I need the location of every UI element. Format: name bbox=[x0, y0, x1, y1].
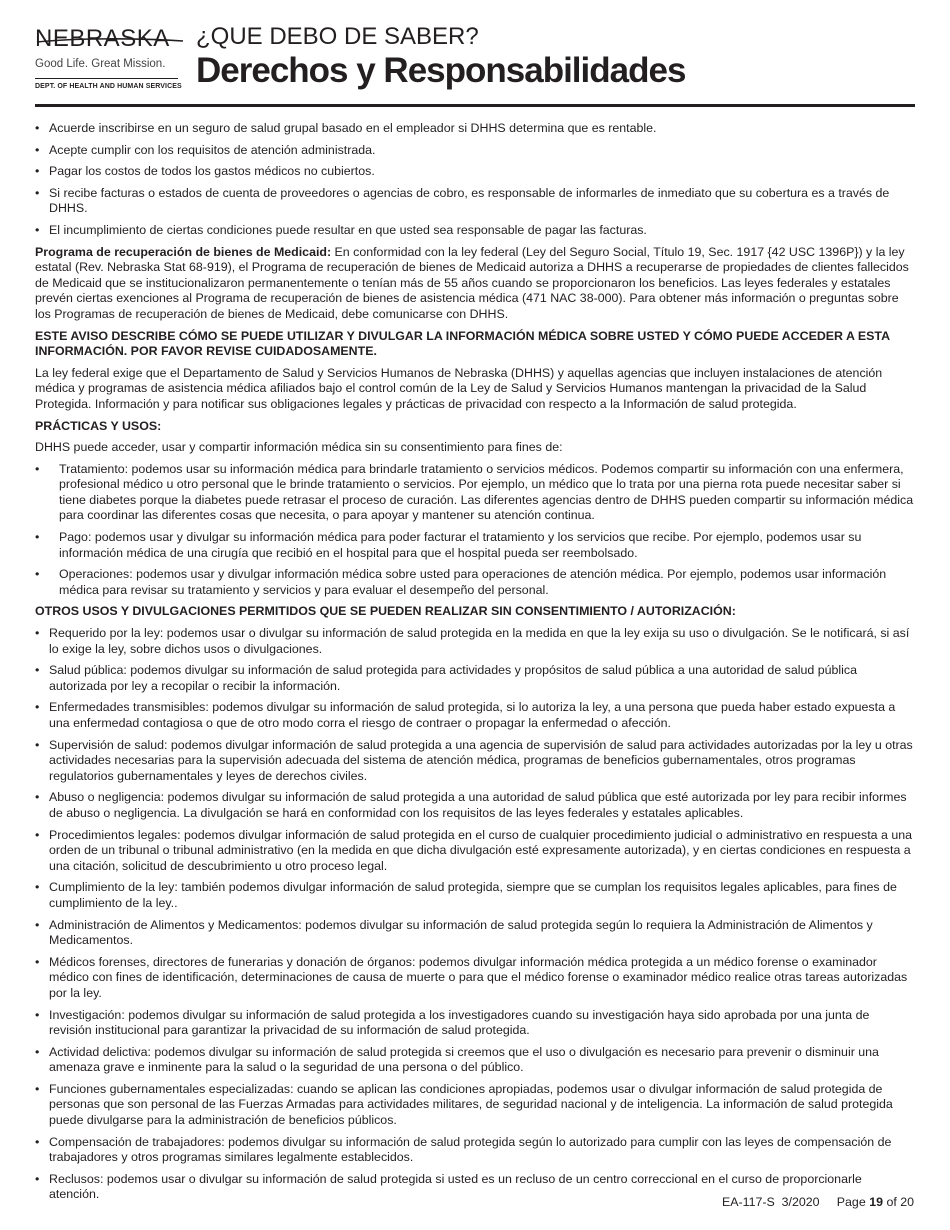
notice-paragraph: La ley federal exige que el Departamento de Salud y Servicios Humanos de Nebraska (DHHS) y aquellas agencias que incluyen instalaciones de atención médica y programas de asistencia médica afiliados bajo el control común de la Ley de Salud y Servicios Humanos mantengan la privacidad de la Salud Protegida. Información y para notificar sus obligaciones legales y prácticas de privacidad con respecto a la Información de salud protegida. bbox=[35, 365, 883, 411]
list-item: • Acuerde inscribirse en un seguro de salud grupal basado en el empleador si DHHS determina que es rentable. bbox=[35, 121, 915, 137]
list-item: • Pagar los costos de todos los gastos médicos no cubiertos. bbox=[35, 164, 915, 180]
logo-swoosh-icon bbox=[35, 36, 185, 46]
page-footer bbox=[722, 1195, 914, 1209]
list-item: • Investigación: podemos divulgar su información de salud protegida a los investigadores cuando su investigación haya sido aprobada por una junta de revisión institucional para garantizar la privacidad de su información de salud protegida. bbox=[35, 1008, 915, 1039]
header-divider bbox=[35, 104, 915, 107]
intro-bullet-list bbox=[35, 121, 915, 239]
practices-intro: DHHS puede acceder, usar y compartir información médica sin su consentimiento para fines de: bbox=[35, 440, 563, 455]
list-item: • Tratamiento: podemos usar su información médica para brindarle tratamiento o servicios médicos. Podemos compartir su información con una enfermera, profesional médico u otro personal que le brinde tratamiento o servicios. Por ejemplo, un médico que lo trata por una pierna rota puede necesitar saber si tiene diabetes porque la diabetes puede retrasar el proceso de curación. Las diferentes agencias dentro de DHHS pueden compartir su información médica para coordinar las diferentes cosas que necesita, o para apoyar y mantener su atención continua. bbox=[35, 462, 915, 524]
practices-bullet-list bbox=[35, 462, 915, 599]
list-item: • Médicos forenses, directores de funerarias y donación de órganos: podemos divulgar información médica protegida a un médico forense o examinador médico con fines de identificación, determinaciones de causa de muerte o para que el médico forense o examinador médico realice otras tareas autorizadas por la ley. bbox=[35, 955, 915, 1002]
recovery-text: En conformidad con la ley federal (Ley del Seguro Social, Título 19, Sec. 1917 {42 USC 1396P}) y la ley estatal (Rev. Nebraska Stat 68-919), el Programa de recuperación de bienes de Medicaid autoriza a DHHS a recuperarse de propiedades de clientes fallecidos de Medicaid que se institucionalizaron permanentemente o tenían más de 55 años cuando se proporcionaron los beneficios. Las leyes federales y estatales prevén ciertas exenciones al Programa de recuperación de bienes de asistencia médica (471 NAC 38-000). Para obtener más información o preguntas sobre los Programas de recuperación de bienes de Medicaid, debe comunicarse con DHHS. bbox=[35, 244, 909, 321]
page-label: Page bbox=[836, 1195, 866, 1209]
list-item: • El incumplimiento de ciertas condiciones puede resultar en que usted sea responsable de pagar las facturas. bbox=[35, 223, 915, 239]
list-item: • Pago: podemos usar y divulgar su información médica para poder facturar el tratamiento y los servicios que recibe. Por ejemplo, podemos usar su información médica de una cirugía que recibió en el hospital para que el hospital pueda ser reembolsado. bbox=[35, 530, 915, 561]
logo-word-text: NEBRASKA bbox=[35, 25, 170, 52]
logo-divider bbox=[35, 78, 178, 79]
form-date: 3/2020 bbox=[781, 1195, 820, 1209]
list-item: • Funciones gubernamentales especializadas: cuando se aplican las condiciones apropiadas, podemos usar o divulgar información de salud protegida de personas que son personal de las Fuerzas Armadas para actividades militares, de seguridad nacional y de inteligencia. La información de salud protegida puede divulgarse para la administración de beneficios públicos. bbox=[35, 1082, 915, 1129]
list-item: • Salud pública: podemos divulgar su información de salud protegida para actividades y propósitos de salud pública a una autoridad de salud pública autorizada por ley a recopilar o recibir la información. bbox=[35, 663, 915, 694]
logo-dept-name: DEPT. OF HEALTH AND HUMAN SERVICES bbox=[35, 83, 182, 90]
page-total: of 20 bbox=[886, 1195, 914, 1209]
list-item: • Administración de Alimentos y Medicamentos: podemos divulgar su información de salud protegida según lo requiera la Administración de Alimentos y Medicamentos. bbox=[35, 918, 915, 949]
list-item: • Si recibe facturas o estados de cuenta de proveedores o agencias de cobro, es responsable de informarles de inmediato que su cobertura es a través de DHHS. bbox=[35, 186, 915, 217]
list-item: • Supervisión de salud: podemos divulgar información de salud protegida a una agencia de supervisión de salud para actividades autorizadas por la ley u otras actividades necesarias para la supervisión adecuada del sistema de atención médica, programas de beneficios gubernamentales, otros programas regulatorios gubernamentales y leyes de derechos civiles. bbox=[35, 738, 915, 785]
other-uses-bullet-list bbox=[35, 626, 915, 1203]
other-uses-heading: OTROS USOS Y DIVULGACIONES PERMITIDOS QUE SE PUEDEN REALIZAR SIN CONSENTIMIENTO / AUTORIZACIÓN: bbox=[35, 604, 736, 619]
page-header bbox=[35, 22, 915, 108]
list-item: • Acepte cumplir con los requisitos de atención administrada. bbox=[35, 143, 915, 159]
logo-wordmark bbox=[35, 26, 185, 52]
nebraska-dhhs-logo bbox=[35, 26, 185, 90]
list-item: • Enfermedades transmisibles: podemos divulgar su información de salud protegida, si lo autoriza la ley, a una persona que pueda haber estado expuesta a una enfermedad contagiosa o que de otro modo corra el riesgo de contraer o propagar la enfermedad o afección. bbox=[35, 700, 915, 731]
document-body bbox=[35, 121, 915, 1209]
list-item: • Procedimientos legales: podemos divulgar información de salud protegida en el curso de cualquier procedimiento judicial o administrativo en respuesta a una orden de un tribunal o tribunal administrativo (en la medida en que dicha divulgación esté expresamente autorizada), y en ciertas condiciones en respuesta a una citación, solicitud de descubrimiento u otro proceso legal. bbox=[35, 828, 915, 875]
logo-tagline: Good Life. Great Mission. bbox=[35, 58, 166, 70]
form-code: EA-117-S bbox=[721, 1195, 775, 1209]
list-item: • Compensación de trabajadores: podemos divulgar su información de salud protegida según lo autorizado para cumplir con las leyes de compensación de trabajadores y otros programas similares legalmente establecidos. bbox=[35, 1135, 915, 1166]
page-number: 19 bbox=[869, 1195, 883, 1209]
list-item: • Operaciones: podemos usar y divulgar información médica sobre usted para operaciones de atención médica. Por ejemplo, podemos usar información médica para revisar su tratamiento y servicios y para evaluar el desempeño del personal. bbox=[35, 567, 915, 598]
list-item: • Cumplimiento de la ley: también podemos divulgar información de salud protegida, siempre que se cumplan los requisitos legales aplicables, para fines de cumplimiento de la ley.. bbox=[35, 880, 915, 911]
title-block bbox=[196, 22, 685, 90]
recovery-label: Programa de recuperación de bienes de Medicaid: bbox=[35, 244, 332, 259]
list-item: • Reclusos: podemos usar o divulgar su información de salud protegida si usted es un recluso de un centro correccional en el curso de proporcionarle atención. bbox=[35, 1172, 915, 1203]
page-kicker: ¿QUE DEBO DE SABER? bbox=[196, 23, 479, 50]
list-item: • Requerido por la ley: podemos usar o divulgar su información de salud protegida en la medida en que la ley exija su uso o divulgación. Se le notificará, si así lo exige la ley, sobre dichos usos o divulgaciones. bbox=[35, 626, 915, 657]
list-item: • Actividad delictiva: podemos divulgar su información de salud protegida si creemos que el uso o divulgación es necesario para prevenir o disminuir una amenaza grave e inminente para la salud o la seguridad de una persona o del público. bbox=[35, 1045, 915, 1076]
recovery-paragraph bbox=[35, 245, 915, 323]
page-title: Derechos y Responsabilidades bbox=[196, 51, 686, 90]
notice-heading: ESTE AVISO DESCRIBE CÓMO SE PUEDE UTILIZAR Y DIVULGAR LA INFORMACIÓN MÉDICA SOBRE USTED Y CÓMO PUEDE ACCEDER A ESTA INFORMACIÓN. POR FAVOR REVISE CUIDADOSAMENTE. bbox=[35, 328, 890, 359]
list-item: • Abuso o negligencia: podemos divulgar su información de salud protegida a una autoridad de salud pública que esté autorizada por ley para recibir informes de abuso o negligencia. La divulgación se hará en conformidad con los requisitos de las leyes federales y estatales aplicables. bbox=[35, 790, 915, 821]
practices-heading: PRÁCTICAS Y USOS: bbox=[35, 418, 162, 433]
